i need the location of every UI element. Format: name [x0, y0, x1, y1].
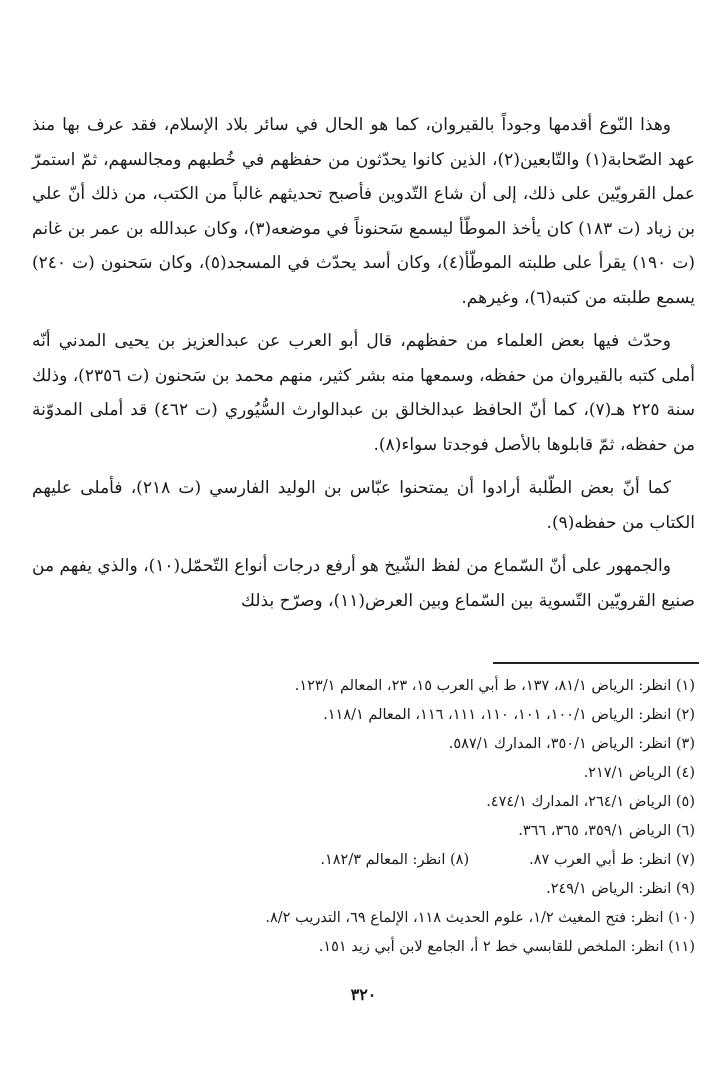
- paragraph-2: وحدّث فيها بعض العلماء من حفظهم، قال أبو العرب عن عبدالعزيز بن يحيى المدني أنّه أملى كتبه بالقيروان من حفظه، وسمعها منه بشر كثير، منهم محمد بن سَحنون (ت ٢٣٥٦)، وذلك سنة ٢٢٥ هـ(٧)، كما أنّ الحافظ عبدالخالق بن عبدالوارث السُّيُوري (ت ٤٦٢) قد أملى المدوّنة من حفظه، ثمّ قابلوها بالأصل فوجدتا سواء(٨).: [32, 331, 695, 455]
- paragraph-4: والجمهور على أنّ السّماع من لفظ الشّيخ هو أرفع درجات أنواع التّحمّل(١٠)، والذي يفهم من صنيع القرويّين التّسوية بين السّماع وبين العرض(١١)، وصرّح بذلك: [32, 556, 695, 611]
- footnote-9: (٩) انظر: الرياض ٢٤٩/١.: [546, 881, 695, 897]
- footnote-2: (٢) انظر: الرياض ١٠٠/١، ١٠١، ١١٠، ١١١، ١١٦، المعالم ١١٨/١.: [323, 707, 695, 723]
- footnote-5: (٥) الرياض ٢٦٤/١، المدارك ٤٧٤/١.: [486, 794, 695, 810]
- footnote-4: (٤) الرياض ٢١٧/١.: [583, 765, 695, 781]
- footnote-10: (١٠) انظر: فتح المغيث ١/٢، علوم الحديث ١١٨، الإلماع ٦٩، التدريب ٨/٢.: [265, 910, 695, 926]
- footnote-separator: [493, 662, 699, 664]
- footnote-8: (٨) انظر: المعالم ١٨٢/٣.: [320, 852, 470, 868]
- footnote-7: (٧) انظر: ط أبي العرب ٨٧.: [529, 852, 695, 868]
- footnote-6: (٦) الرياض ٣٥٩/١، ٣٦٥، ٣٦٦.: [518, 823, 695, 839]
- page-number: ٣٢٠: [350, 985, 377, 1004]
- footnotes: [95, 672, 695, 962]
- footnote-11: (١١) انظر: الملخص للقابسي خط ٢ أ، الجامع لابن أبي زيد ١٥١.: [318, 939, 695, 955]
- footnote-3: (٣) انظر: الرياض ٣٥٠/١، المدارك ٥٨٧/١.: [448, 736, 695, 752]
- paragraph-1: وهذا النّوع أقدمها وجوداً بالقيروان، كما هو الحال في سائر بلاد الإسلام، فقد عرف بها منذ عهد الصّحابة(١) والتّابعين(٢)، الذين كانوا يحدّثون من حفظهم في خُطبهم ومجالسهم، ثمّ استمرّ عمل القرويّين على ذلك، إلى أن شاع التّدوين فأصبح تحديثهم غالباً من الكتب، من ذلك أنّ علي بن زياد (ت ١٨٣) كان يأخذ الموطّأ ليسمع سَحنوناً في موضعه(٣)، وكان عبدالله بن عمر بن غانم (ت ١٩٠) يقرأ على طلبته الموطّأ(٤)، وكان أسد يحدّث في المسجد(٥)، وكان سَحنون (ت ٢٤٠) يسمع طلبته من كتبه(٦)، وغيرهم.: [32, 115, 695, 308]
- footnote-1: (١) انظر: الرياض ٨١/١، ١٣٧، ط أبي العرب ١٥، ٢٣، المعالم ١٢٣/١.: [294, 678, 695, 694]
- footnote-7-8: [95, 846, 695, 875]
- page-body: [32, 108, 695, 627]
- main-text: [32, 108, 695, 618]
- paragraph-3: كما أنّ بعض الطّلبة أرادوا أن يمتحنوا عبّاس بن الوليد الفارسي (ت ٢١٨)، فأملى عليهم الكتاب من حفظه(٩).: [32, 478, 695, 533]
